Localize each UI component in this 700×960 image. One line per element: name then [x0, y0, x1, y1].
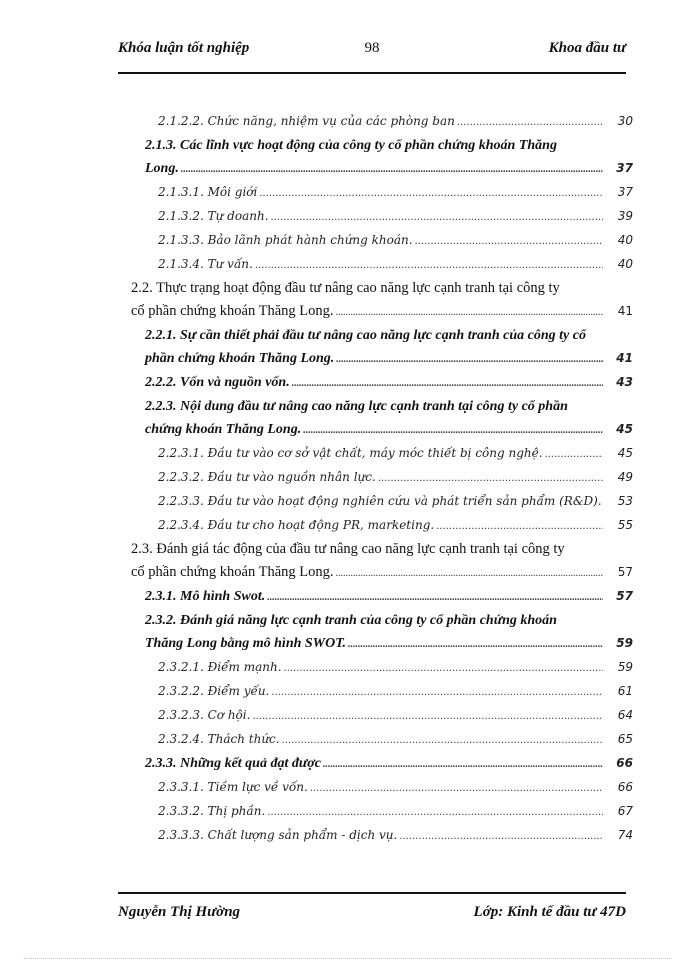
- footer-author: Nguyễn Thị Hường: [118, 904, 241, 920]
- toc-entry-title: 2.1.3. Các lĩnh vực hoạt động của công ty cổ phần chứng khoán Thăng: [145, 138, 557, 153]
- toc-dot-leader: [545, 443, 603, 466]
- toc-entry-title: cổ phần chứng khoán Thăng Long.: [131, 303, 334, 319]
- toc-page-number: 59: [616, 636, 633, 650]
- toc-dot-leader: [292, 372, 603, 395]
- toc-entry[interactable]: [0, 205, 700, 229]
- toc-page-number: 41: [616, 351, 633, 365]
- toc-page-number: 66: [617, 780, 633, 794]
- toc-page-number: 39: [617, 209, 633, 223]
- toc-entry-title: 2.2.3.1. Đầu tư vào cơ sở vật chất, máy móc thiết bị công nghệ.: [158, 446, 543, 460]
- toc-entry-title: 2.3.2. Đánh giá năng lực cạnh tranh của công ty cổ phần chứng khoán: [145, 613, 557, 628]
- toc-dot-leader: [336, 301, 604, 324]
- toc-entry[interactable]: [0, 538, 700, 585]
- header-faculty: Khoa đầu tư: [548, 40, 626, 56]
- toc-entry-title: 2.3.1. Mô hình Swot.: [145, 589, 266, 604]
- toc-page-number: 59: [617, 660, 633, 674]
- toc-page-number: 45: [617, 446, 633, 460]
- toc-entry[interactable]: [0, 110, 700, 134]
- toc-page-number: 74: [617, 828, 633, 842]
- toc-entry[interactable]: [0, 395, 700, 442]
- toc-entry[interactable]: [0, 752, 700, 776]
- toc-entry[interactable]: [0, 704, 700, 728]
- toc-page-number: 43: [616, 375, 633, 389]
- toc-dot-leader: [323, 753, 603, 776]
- toc-entry[interactable]: [0, 229, 700, 253]
- toc-entry-title: 2.1.3.3. Bảo lãnh phát hành chứng khoán.: [158, 233, 413, 247]
- toc-entry-title: 2.3.3.2. Thị phần.: [158, 804, 266, 818]
- page-header: [118, 36, 626, 74]
- toc-dot-leader: [271, 681, 603, 704]
- toc-page-number: 65: [617, 732, 633, 746]
- toc-entry[interactable]: [0, 800, 700, 824]
- toc-page-number: 37: [616, 161, 633, 175]
- toc-entry[interactable]: [0, 776, 700, 800]
- toc-entry[interactable]: [0, 585, 700, 609]
- page-boundary-divider: [24, 958, 672, 959]
- toc-dot-leader: [399, 825, 603, 848]
- toc-entry-title: phần chứng khoán Thăng Long.: [145, 351, 335, 366]
- toc-entry-title: 2.2.3.2. Đầu tư vào nguồn nhân lực.: [158, 470, 376, 484]
- toc-entry-title: 2.2.3.3. Đầu tư vào hoạt động nghiên cứu và phát triển sản phẩm (R&D).: [158, 494, 602, 508]
- toc-entry-title: Long.: [145, 161, 179, 176]
- toc-entry-title: chứng khoán Thăng Long.: [145, 422, 302, 437]
- toc-entry-title: 2.2.2. Vốn và nguồn vốn.: [145, 375, 290, 390]
- toc-entry[interactable]: [0, 134, 700, 181]
- toc-page-number: 41: [617, 304, 633, 318]
- toc-entry[interactable]: [0, 514, 700, 538]
- toc-dot-leader: [282, 729, 603, 752]
- toc-dot-leader: [267, 586, 603, 609]
- toc-dot-leader: [336, 348, 603, 371]
- toc-entry-title: Thăng Long bằng mô hình SWOT.: [145, 636, 346, 651]
- toc-entry-title: 2.3.2.3. Cơ hội.: [158, 708, 251, 722]
- toc-entry[interactable]: [0, 371, 700, 395]
- toc-entry-title: 2.1.3.4. Tư vấn.: [158, 257, 253, 271]
- table-of-contents: [0, 110, 700, 848]
- toc-dot-leader: [181, 158, 603, 181]
- toc-entry-title: 2.3.2.2. Điểm yếu.: [158, 684, 270, 698]
- toc-entry-title: 2.3.3. Những kết quả đạt được: [145, 756, 321, 771]
- toc-dot-leader: [252, 705, 603, 728]
- toc-dot-leader: [255, 254, 603, 277]
- toc-entry-title: 2.2.1. Sự cần thiết phải đầu tư nâng cao năng lực cạnh tranh của công ty cổ: [145, 328, 586, 343]
- toc-page-number: 53: [617, 494, 633, 508]
- toc-entry[interactable]: [0, 656, 700, 680]
- toc-page-number: 40: [617, 233, 633, 247]
- toc-page-number: 40: [617, 257, 633, 271]
- toc-entry-title: 2.2.3. Nội dung đầu tư nâng cao năng lực cạnh tranh tại công ty cổ phần: [145, 399, 568, 414]
- toc-page-number: 45: [616, 422, 633, 436]
- toc-entry[interactable]: [0, 728, 700, 752]
- toc-page-number: 57: [617, 565, 633, 579]
- footer-class: Lớp: Kinh tế đầu tư 47D: [473, 904, 626, 920]
- toc-entry-title: 2.1.2.2. Chức năng, nhiệm vụ của các phòng ban: [158, 114, 455, 128]
- toc-entry-title: 2.2. Thực trạng hoạt động đầu tư nâng cao năng lực cạnh tranh tại công ty: [131, 280, 560, 296]
- page-footer: [118, 892, 626, 930]
- toc-entry[interactable]: [0, 442, 700, 466]
- toc-dot-leader: [303, 419, 603, 442]
- toc-dot-leader: [267, 801, 603, 824]
- toc-dot-leader: [457, 111, 603, 134]
- toc-entry[interactable]: [0, 181, 700, 205]
- toc-entry[interactable]: [0, 490, 700, 514]
- toc-entry[interactable]: [0, 466, 700, 490]
- toc-page-number: 61: [617, 684, 633, 698]
- toc-page-number: 67: [617, 804, 633, 818]
- header-thesis-title: Khóa luận tốt nghiệp: [118, 40, 250, 56]
- toc-dot-leader: [415, 230, 603, 253]
- toc-dot-leader: [336, 562, 604, 585]
- toc-entry-title: 2.3.3.3. Chất lượng sản phẩm - dịch vụ.: [158, 828, 398, 842]
- toc-dot-leader: [348, 633, 603, 656]
- toc-entry-title: cổ phần chứng khoán Thăng Long.: [131, 564, 334, 580]
- toc-page-number: 55: [617, 518, 633, 532]
- toc-dot-leader: [310, 777, 603, 800]
- toc-entry-title: 2.3.3.1. Tiềm lực về vốn.: [158, 780, 308, 794]
- toc-entry-title: 2.1.3.2. Tự doanh.: [158, 209, 269, 223]
- toc-page-number: 30: [617, 114, 633, 128]
- toc-dot-leader: [284, 657, 603, 680]
- toc-entry[interactable]: [0, 324, 700, 371]
- toc-page-number: 64: [617, 708, 633, 722]
- header-page-number: 98: [364, 40, 380, 56]
- toc-entry[interactable]: [0, 609, 700, 656]
- toc-page-number: 37: [617, 185, 633, 199]
- toc-dot-leader: [271, 206, 604, 229]
- toc-entry-title: 2.3.2.1. Điểm mạnh.: [158, 660, 282, 674]
- toc-entry-title: 2.2.3.4. Đầu tư cho hoạt động PR, marketing.: [158, 518, 435, 532]
- toc-dot-leader: [436, 515, 603, 538]
- toc-dot-leader: [378, 467, 603, 490]
- toc-entry-title: 2.3. Đánh giá tác động của đầu tư nâng cao năng lực cạnh tranh tại công ty: [131, 541, 565, 557]
- toc-page-number: 57: [616, 589, 633, 603]
- toc-entry[interactable]: [0, 253, 700, 277]
- toc-entry-title: 2.3.2.4. Thách thức.: [158, 732, 280, 746]
- toc-entry-title: 2.1.3.1. Môi giới: [158, 185, 258, 199]
- toc-page-number: 49: [617, 470, 633, 484]
- toc-dot-leader: [259, 182, 603, 205]
- toc-entry[interactable]: [0, 680, 700, 704]
- toc-page-number: 66: [616, 756, 633, 770]
- toc-entry[interactable]: [0, 824, 700, 848]
- toc-entry[interactable]: [0, 277, 700, 324]
